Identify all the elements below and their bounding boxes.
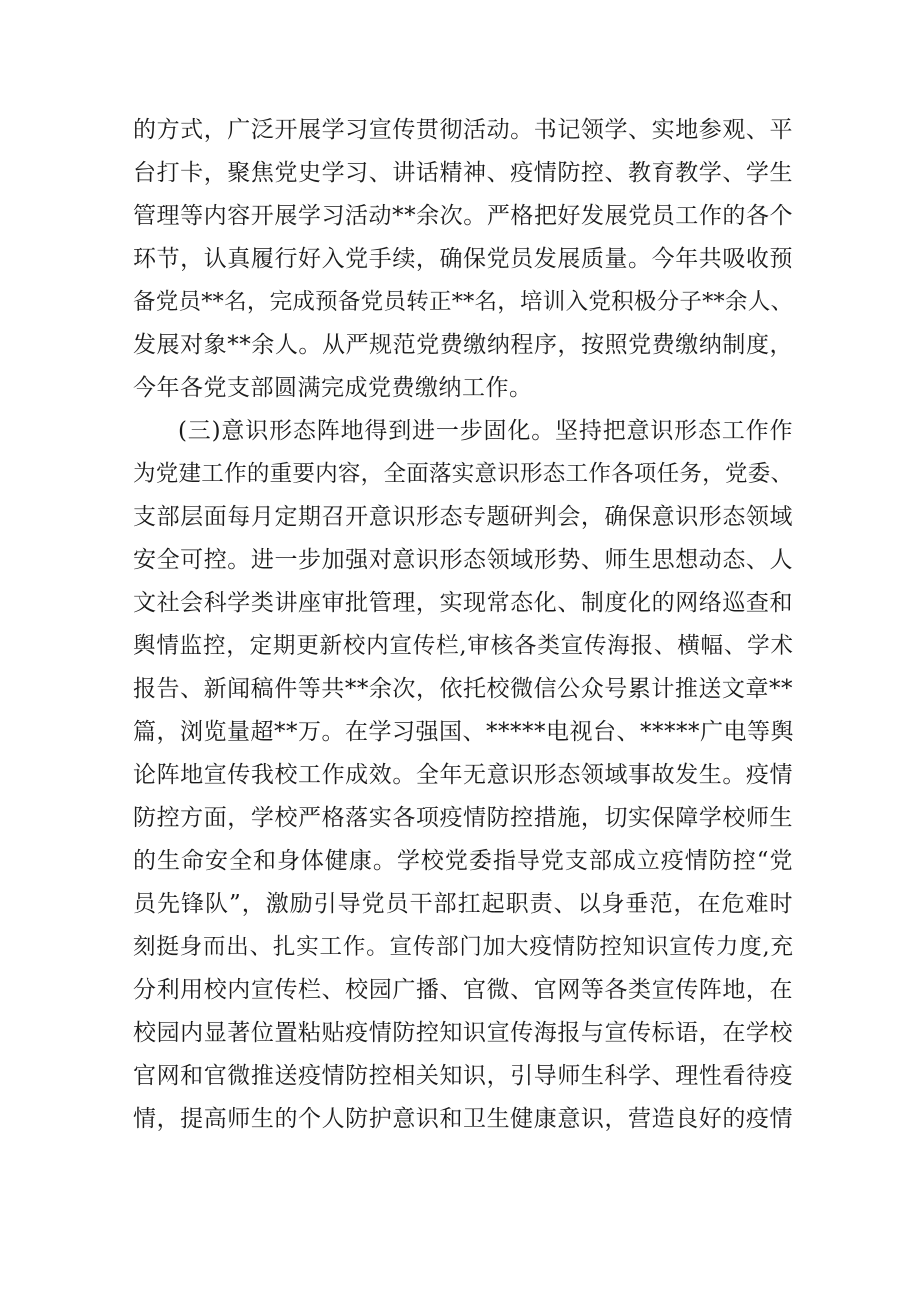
text-line: 发展对象**余人。从严规范党费缴纳程序，按照党费缴纳制度， (133, 332, 793, 358)
text-line: 为党建工作的重要内容，全面落实意识形态工作各项任务，党委、 (133, 461, 793, 487)
text-line: 论阵地宣传我校工作成效。全年无意识形态领域事故发生。疫情 (133, 762, 793, 788)
text-line: 台打卡，聚焦党史学习、讲话精神、疫情防控、教育教学、学生 (133, 160, 793, 186)
text-line: 官网和官微推送疫情防控相关知识，引导师生科学、理性看待疫 (133, 1063, 793, 1089)
text-line: 篇，浏览量超**万。在学习强国、*****电视台、*****广电等舆 (133, 719, 794, 745)
text-line: 分利用校内宣传栏、校园广播、官微、官网等各类宣传阵地，在 (133, 977, 793, 1003)
text-line: 环节，认真履行好入党手续，确保党员发展质量。今年共吸收预 (133, 246, 793, 272)
text-line: 报告、新闻稿件等共**余次，依托校微信公众号累计推送文章** (133, 676, 793, 702)
text-line: 舆情监控，定期更新校内宣传栏,审核各类宣传海报、横幅、学术 (133, 633, 793, 659)
text-line: 防控方面，学校严格落实各项疫情防控措施，切实保障学校师生 (133, 805, 793, 831)
text-line: 备党员**名，完成预备党员转正**名，培训入党积极分子**余人、 (133, 289, 793, 315)
text-line: 的生命安全和身体健康。学校党委指导党支部成立疫情防控“党 (133, 848, 793, 874)
text-line: 管理等内容开展学习活动**余次。严格把好发展党员工作的各个 (133, 203, 793, 229)
section-heading-line: (三)意识形态阵地得到进一步固化。坚持把意识形态工作作 (178, 418, 793, 444)
text-line: 支部层面每月定期召开意识形态专题研判会，确保意识形态领域 (133, 504, 793, 530)
text-line: 校园内显著位置粘贴疫情防控知识宣传海报与宣传标语，在学校 (133, 1020, 793, 1046)
text-line: 文社会科学类讲座审批管理，实现常态化、制度化的网络巡查和 (133, 590, 793, 616)
text-line: 员先锋队”，激励引导党员干部扛起职责、以身垂范，在危难时 (133, 891, 793, 917)
text-line: 情，提高师生的个人防护意识和卫生健康意识，营造良好的疫情 (133, 1106, 793, 1132)
text-line: 今年各党支部圆满完成党费缴纳工作。 (133, 375, 533, 401)
text-line: 刻挺身而出、扎实工作。宣传部门加大疫情防控知识宣传力度,充 (133, 934, 793, 960)
text-line: 的方式，广泛开展学习宣传贯彻活动。书记领学、实地参观、平 (133, 117, 793, 143)
text-line: 安全可控。进一步加强对意识形态领域形势、师生思想动态、人 (133, 547, 793, 573)
